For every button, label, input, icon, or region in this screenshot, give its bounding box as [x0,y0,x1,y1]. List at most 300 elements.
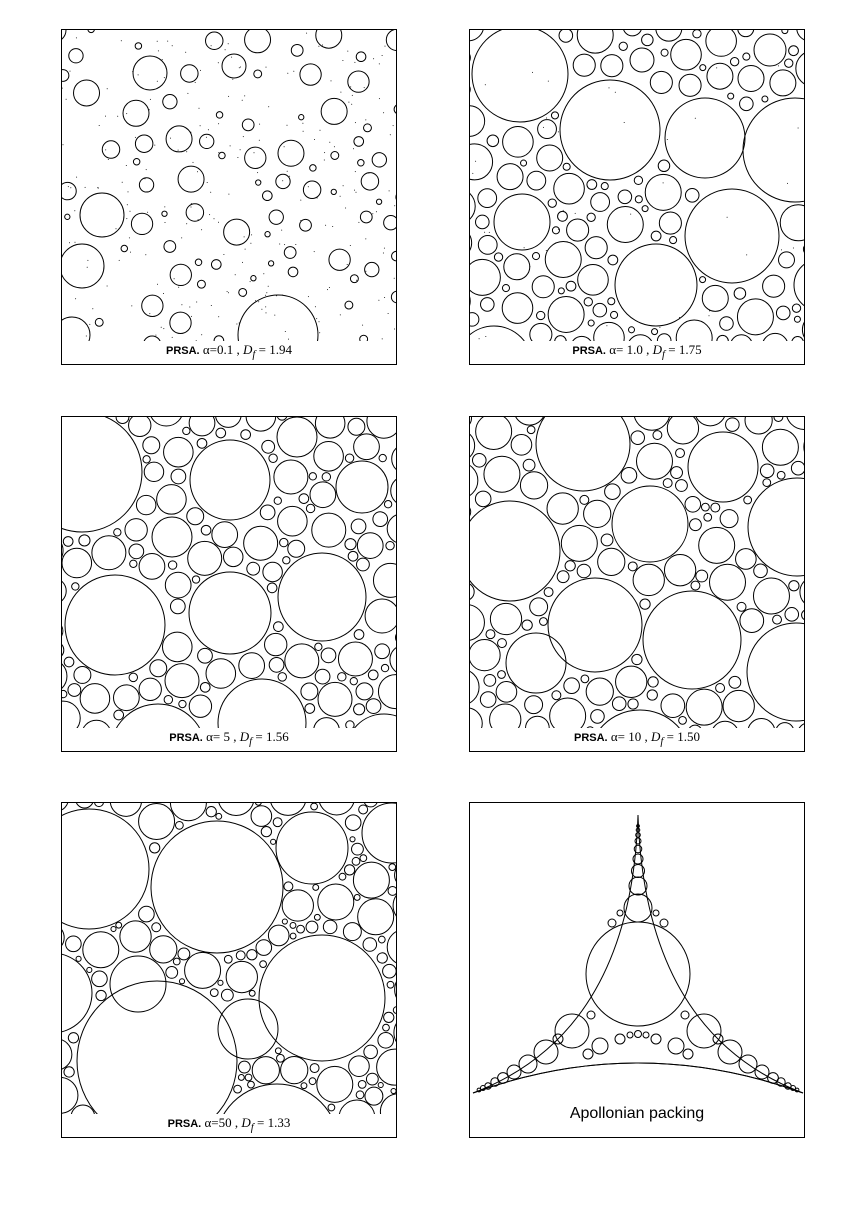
caption-df-value: = 1.56 [252,729,289,744]
tiny-particle [178,287,179,288]
packing-circle [144,462,163,481]
tiny-particle [193,162,194,163]
packing-circle [259,935,385,1061]
packing-circle [631,431,645,445]
packing-circle [200,134,214,148]
packing-circle [623,30,642,36]
packing-circle [300,64,321,85]
packing-circle [268,261,273,266]
tiny-particle [376,211,377,212]
tiny-particle [105,149,106,150]
packing-circle [663,479,672,488]
tiny-particle [548,81,549,82]
packing-circle [743,53,750,60]
packing-circle [740,97,754,111]
tiny-particle [163,293,164,294]
packing-circle [577,564,591,578]
packing-circle [114,685,140,711]
tiny-particle [558,229,559,230]
apollonian-circle [629,877,647,895]
packing-circle [630,48,654,72]
packing-circle [356,52,366,62]
packing-circle [504,254,530,280]
tiny-particle [355,171,356,172]
packing-circle [643,591,741,689]
packing-circle [166,126,192,152]
packing-circle [111,926,116,931]
tiny-particle [289,176,290,177]
packing-circle [277,417,287,420]
tiny-particle [227,291,228,292]
packing-circle [221,989,233,1001]
packing-circle [282,890,313,921]
packing-circle [563,163,570,170]
tiny-particle [284,146,285,147]
packing-circle [564,678,580,694]
tiny-particle [158,50,159,51]
tiny-particle [244,95,245,96]
apollonian-circle [627,1032,633,1038]
packing-circle [316,30,342,48]
tiny-particle [92,308,93,309]
packing-circle [165,664,199,698]
packing-circle [377,1049,397,1085]
packing-circle [80,684,110,714]
tiny-particle [178,150,179,151]
packing-circle [278,673,286,681]
packing-circle [238,1075,244,1081]
packing-circle [754,564,768,578]
tiny-particle [368,173,369,174]
caption-df-subscript: f [662,348,666,361]
packing-circle [601,534,613,546]
tiny-particle [316,318,317,319]
packing-circle [527,171,546,190]
packing-circle [676,480,688,492]
packing-circle [486,630,495,639]
tiny-particle [196,302,197,303]
packing-circle [738,66,764,92]
caption-df-symbol: D [652,342,663,357]
packing-circle [62,621,63,640]
packing-circle [383,1024,390,1031]
caption-alpha: α= 1.0 [609,342,643,357]
packing-circle [224,547,243,566]
apollonian-circle [681,1011,689,1019]
caption-separator: , [642,342,650,357]
apollonian-circle [653,910,659,916]
packing-circle [659,212,681,234]
packing-circle [785,608,799,622]
packing-circle [699,527,735,563]
tiny-particle [255,300,256,301]
packing-circle [365,1087,383,1105]
tiny-particle [567,241,568,242]
caption-alpha-50 [62,1114,396,1137]
packing-circle [218,999,278,1059]
packing-circle [262,191,272,201]
packing-circle [318,884,354,920]
tiny-particle [352,95,353,96]
packing-circle [210,989,218,997]
packing-circle [789,46,799,56]
packing-circle [69,49,83,63]
packing-circle [246,417,276,431]
packing-circle [551,112,558,119]
packing-circle [139,804,175,840]
packing-circle [179,700,186,707]
packing-circle [373,563,397,597]
packing-circle [329,249,350,270]
tiny-particle [149,109,150,110]
packing-circle [481,298,495,312]
packing-circle [265,633,287,655]
tiny-particle [163,328,164,329]
packing-circle [800,576,805,607]
tiny-particle [383,253,384,254]
packing-circle [723,690,754,721]
packing-circle [538,120,557,139]
packing-circle [616,666,647,697]
tiny-particle [322,45,323,46]
packing-circle [178,948,190,960]
panel-apollonian [469,802,805,1138]
packing-circle [348,71,369,92]
tiny-particle [356,280,357,281]
tiny-particle [484,232,485,233]
tiny-particle [354,190,355,191]
tiny-particle [130,211,131,212]
packing-circle [658,160,670,172]
packing-circle [219,152,225,158]
packing-circle [782,30,788,34]
packing-circle [343,923,361,941]
packing-circle [786,417,805,429]
packing-circle [310,482,336,508]
packing-circle [206,659,236,689]
packing-circle [565,561,575,571]
tiny-particle [218,62,219,63]
packing-circle [480,692,496,708]
caption-alpha-10 [470,728,804,751]
packing-circle [476,417,512,450]
tiny-particle [242,262,243,263]
packing-circle [201,525,211,535]
packing-circle [353,862,389,898]
packing-circle [598,548,625,575]
tiny-particle [261,309,262,310]
packing-circle [366,699,381,714]
packing-circle [619,42,627,50]
packing-circle [532,276,554,298]
tiny-particle [259,124,260,125]
panel-alpha-0-1 [61,29,397,365]
packing-circle [322,473,330,481]
packing-circle [566,281,576,291]
tiny-particle [127,204,128,205]
packing-circle [278,553,366,641]
tiny-particle [107,286,108,287]
packing-circle [740,609,764,633]
packing-circle [175,821,183,829]
packing-circle [391,476,397,506]
packing-circle [773,615,782,624]
packing-circle [323,920,337,934]
packing-circle [79,535,90,546]
caption-label: PRSA. [169,732,203,744]
tiny-particle [157,41,158,42]
packing-circle [116,417,129,424]
packing-circle [470,417,471,428]
packing-circle [236,951,245,960]
tiny-particle [303,131,304,132]
tiny-particle [223,254,224,255]
packing-circle [164,437,194,467]
tiny-particle [778,65,779,66]
packing-circle [796,51,805,87]
apollonian-circle [635,1031,642,1038]
tiny-particle [126,165,127,166]
tiny-particle [384,248,385,249]
packing-circle [716,684,725,693]
packing-circle [276,174,290,188]
packing-circle [247,562,260,575]
packing-circle [584,500,611,527]
caption-df-value: = 1.94 [255,342,293,357]
apollonian-outline [473,815,803,1093]
packing-circle [383,964,397,978]
tiny-particle [546,118,547,119]
packing-circle [351,519,366,534]
packing-circle [331,189,336,194]
packing-circle [218,980,223,985]
packing-circle [263,562,282,581]
packing-circle [157,485,187,515]
packing-circle [189,695,211,717]
packing-circle [315,643,322,650]
packing-circle [280,538,288,546]
tiny-particle [351,104,352,105]
apollonian-circle [718,1040,742,1064]
packing-circle [165,572,191,598]
tiny-particle [128,191,129,192]
tiny-particle [243,296,244,297]
packing-circle [88,30,94,33]
apollonian-main-circle [586,922,690,1026]
packing-circle [671,467,683,479]
packing-circle [696,570,708,582]
packing-circle [359,805,368,814]
tiny-particle [284,244,285,245]
packing-circle [173,958,180,965]
packing-circle [62,690,67,697]
packing-circle [339,873,346,880]
tiny-particle [382,55,383,56]
packing-circle [192,576,199,583]
packing-circle [222,54,246,78]
packing-circle [306,504,314,512]
packing-circle [686,689,722,725]
packing-circle [557,571,569,583]
tiny-particle [236,324,237,325]
tiny-particle [154,145,155,146]
packing-circle [490,603,521,634]
tiny-particle [329,287,330,288]
packing-circle [282,919,287,924]
packing-circle [634,176,642,184]
tiny-particle [265,306,266,307]
tiny-particle [138,74,139,75]
circle-packing-alpha-50 [62,803,397,1138]
packing-circle [288,540,305,557]
packing-circle [354,434,380,460]
packing-circle [95,318,103,326]
packing-circle [129,544,144,559]
packing-circle [238,1061,250,1073]
packing-circle [278,506,308,536]
caption-alpha-1-0 [470,341,804,364]
packing-circle [216,428,226,438]
packing-circle [554,173,585,204]
packing-circle [537,145,563,171]
packing-circle [139,678,161,700]
packing-circle [545,242,581,278]
packing-circle [547,493,578,524]
packing-circle [537,311,545,319]
panel-alpha-10 [469,416,805,752]
tiny-particle [543,127,544,128]
tiny-particle [182,189,183,190]
tiny-particle [319,321,320,322]
tiny-particle [170,138,171,139]
packing-circle [611,311,618,318]
tiny-particle [354,62,355,63]
packing-circle [802,610,805,620]
packing-circle [260,505,275,520]
tiny-particle [258,301,259,302]
packing-circle [656,30,682,41]
tiny-particle [66,99,67,100]
tiny-particle [340,314,341,315]
apollonian-packing-diagram [470,803,805,1138]
tiny-particle [716,67,717,68]
packing-circle [338,642,372,676]
caption-df-symbol: D [651,729,661,744]
tiny-particle [85,187,86,188]
apollonian-circle [635,838,641,844]
tiny-particle [343,185,344,186]
packing-circle [83,932,119,968]
packing-circle [558,211,568,221]
tiny-particle [70,187,71,188]
packing-circle [373,512,388,527]
tiny-particle [489,232,490,233]
packing-circle [676,449,685,458]
packing-circle [591,710,605,724]
packing-circle [357,533,383,559]
packing-circle [525,696,543,714]
caption-alpha: α= 5 [206,729,231,744]
packing-circle [62,244,104,288]
packing-circle [63,537,73,547]
tiny-particle [302,123,303,124]
packing-circle [470,504,471,520]
packing-circle [283,557,290,564]
tiny-particle [228,292,229,293]
caption-df-value: = 1.50 [663,729,701,744]
tiny-particle [240,67,241,68]
packing-circle [360,855,367,862]
apollonian-circle [555,1014,589,1048]
tiny-particle [279,244,280,245]
tiny-particle [329,142,330,143]
packing-circle [306,921,318,933]
packing-circle [349,1056,370,1077]
packing-circle [350,837,355,842]
tiny-particle [485,84,486,85]
tiny-particle [89,324,90,325]
packing-circle [368,670,378,680]
tiny-particle [679,317,680,318]
tiny-particle [149,313,150,314]
packing-circle [376,199,381,204]
tiny-particle [218,316,219,317]
packing-circle [281,1056,308,1083]
packing-circle [484,456,520,492]
tiny-particle [63,144,64,145]
tiny-particle [282,180,283,181]
caption-df-subscript: f [250,1121,254,1134]
packing-circle [62,417,142,532]
tiny-particle [282,295,283,296]
tiny-particle [529,266,530,267]
tiny-particle [327,289,328,290]
packing-circle [206,32,223,49]
packing-circle [472,453,486,467]
packing-circle [391,291,397,303]
packing-circle [700,65,706,71]
tiny-particle [235,274,236,275]
tiny-particle [116,228,117,229]
packing-circle [66,936,82,952]
packing-circle [632,654,642,664]
tiny-particle [315,306,316,307]
packing-circle [356,1091,364,1099]
packing-circle [472,30,568,122]
packing-circle [581,675,589,683]
packing-circle [647,690,657,700]
packing-circle [552,691,561,700]
packing-circle [642,206,648,212]
packing-circle [388,886,397,895]
packing-circle [95,803,104,807]
packing-circle [364,124,372,132]
packing-circle [661,49,668,56]
packing-circle [269,657,284,672]
tiny-particle [319,332,320,333]
apollonian-circle [683,1049,693,1059]
packing-circle [612,697,626,711]
tiny-particle [324,160,325,161]
packing-circle [275,1048,281,1054]
tiny-particle [394,205,395,206]
packing-circle [170,264,191,285]
packing-circle [288,267,298,277]
tiny-particle [191,316,192,317]
packing-circle [189,572,271,654]
packing-circle [256,180,261,185]
packing-circle [753,578,789,614]
